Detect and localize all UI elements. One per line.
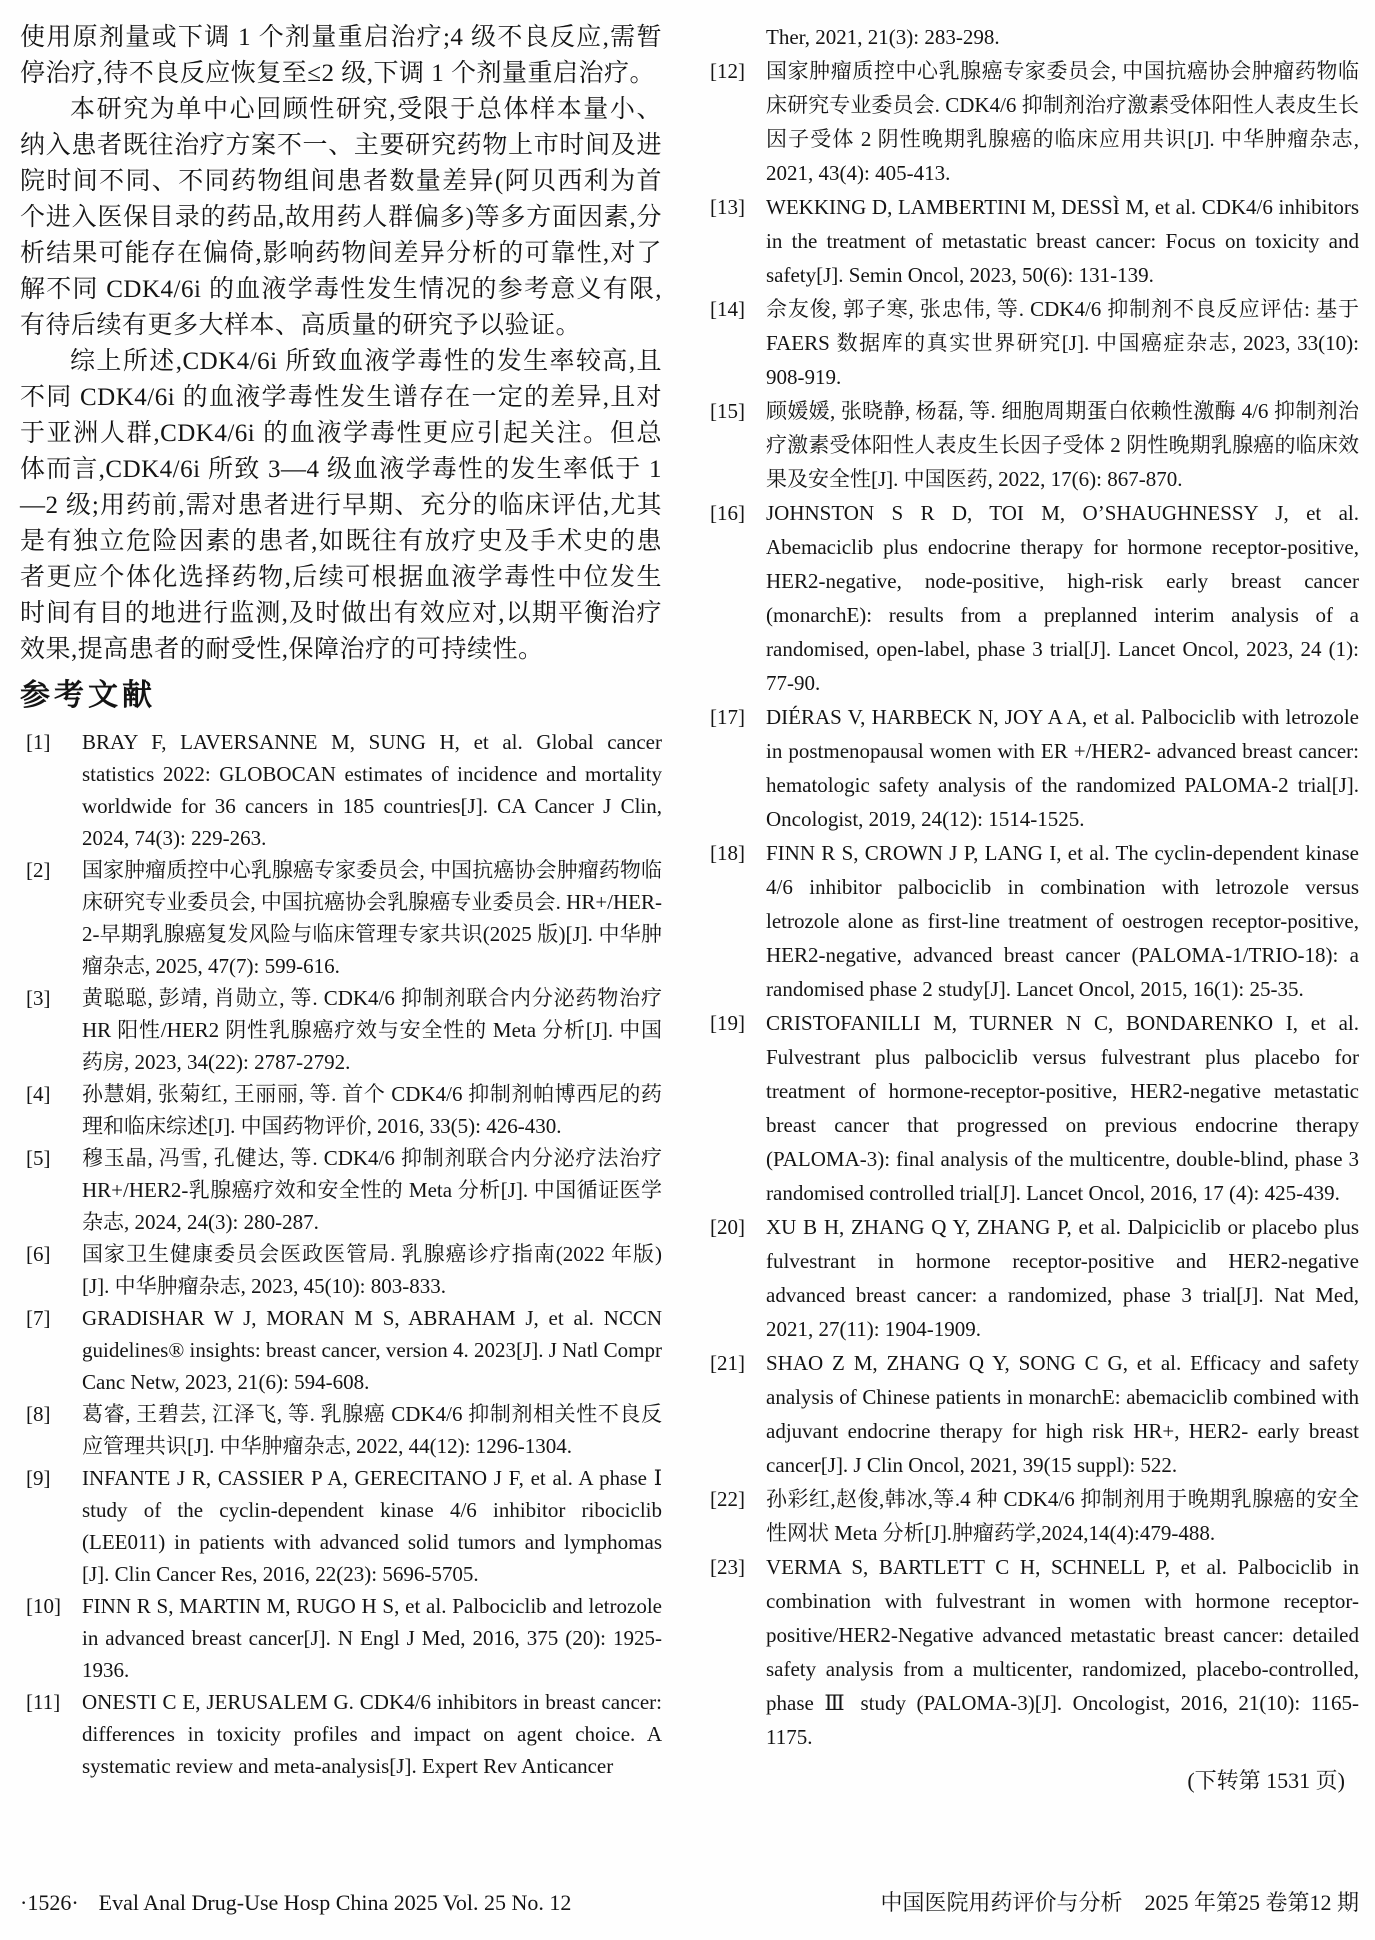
body-paragraph-continuation: 使用原剂量或下调 1 个剂量重启治疗;4 级不良反应,需暂停治疗,待不良反应恢复至≤2 级,下调 1 个剂量重启治疗。 bbox=[20, 24, 662, 87]
reference-item bbox=[704, 20, 1359, 54]
reference-item bbox=[20, 854, 662, 982]
reference-text: 国家肿瘤质控中心乳腺癌专家委员会, 中国抗癌协会肿瘤药物临床研究专业委员会. CDK4/6 抑制剂治疗激素受体阳性人表皮生长因子受体 2 阴性晚期乳腺癌的临床应用共识[J]. 中华肿瘤杂志, 2021, 43(4): 405-413. bbox=[766, 59, 1359, 185]
left-column bbox=[20, 20, 662, 1798]
reference-text: 孙慧娟, 张菊红, 王丽丽, 等. 首个 CDK4/6 抑制剂帕博西尼的药理和临床综述[J]. 中国药物评价, 2016, 33(5): 426-430. bbox=[82, 1082, 662, 1138]
footer-left bbox=[20, 1888, 571, 1918]
reference-number: [5] bbox=[26, 1146, 51, 1170]
reference-text: INFANTE J R, CASSIER P A, GERECITANO J F, et al. A phase Ⅰ study of the cyclin-dependent kinase 4/6 inhibitor ribociclib (LEE011) in patients with advanced solid tumors and lymphomas [J]. Clin Cancer Res, 2016, 22(23): 5696-5705. bbox=[82, 1466, 662, 1586]
reference-item bbox=[704, 1550, 1359, 1754]
reference-number: [14] bbox=[710, 297, 745, 321]
reference-text: JOHNSTON S R D, TOI M, O’SHAUGHNESSY J, et al. Abemaciclib plus endocrine therapy for hormone receptor-positive, HER2-negative, node-positive, high-risk early breast cancer (monarchE): results from a preplanned interim analysis of a randomised, open-label, phase 3 trial[J]. Lancet Oncol, 2023, 24 (1): 77-90. bbox=[766, 501, 1359, 695]
reference-item bbox=[20, 1686, 662, 1782]
reference-item bbox=[704, 292, 1359, 394]
reference-text: FINN R S, CROWN J P, LANG I, et al. The cyclin-dependent kinase 4/6 inhibitor palbociclib in combination with letrozole versus letrozole alone as first-line treatment of oestrogen receptor-positive, HER2-negative, advanced breast cancer (PALOMA-1/TRIO-18): a randomised phase 2 study[J]. Lancet Oncol, 2015, 16(1): 25-35. bbox=[766, 841, 1359, 1001]
reference-number: [22] bbox=[710, 1487, 745, 1511]
reference-text: 佘友俊, 郭子寒, 张忠伟, 等. CDK4/6 抑制剂不良反应评估: 基于 FAERS 数据库的真实世界研究[J]. 中国癌症杂志, 2023, 33(10): 908-919. bbox=[766, 297, 1359, 389]
reference-text: CRISTOFANILLI M, TURNER N C, BONDARENKO I, et al. Fulvestrant plus palbociclib versus fulvestrant plus placebo for treatment of hormone-receptor-positive, HER2-negative metastatic breast cancer that progressed on previous endocrine therapy (PALOMA-3): final analysis of the multicentre, double-blind, phase 3 randomised controlled trial[J]. Lancet Oncol, 2016, 17 (4): 425-439. bbox=[766, 1011, 1359, 1205]
reference-number: [21] bbox=[710, 1351, 745, 1375]
reference-text: 葛睿, 王碧芸, 江泽飞, 等. 乳腺癌 CDK4/6 抑制剂相关性不良反应管理共识[J]. 中华肿瘤杂志, 2022, 44(12): 1296-1304. bbox=[82, 1402, 662, 1458]
reference-number: [18] bbox=[710, 841, 745, 865]
reference-item bbox=[20, 1462, 662, 1590]
reference-text: XU B H, ZHANG Q Y, ZHANG P, et al. Dalpiciclib or placebo plus fulvestrant in hormone receptor-positive and HER2-negative advanced breast cancer: a randomized, phase 3 trial[J]. Nat Med, 2021, 27(11): 1904-1909. bbox=[766, 1215, 1359, 1341]
reference-item bbox=[20, 982, 662, 1078]
reference-item bbox=[20, 1238, 662, 1302]
body-paragraph-limitations: 本研究为单中心回顾性研究,受限于总体样本量小、纳入患者既往治疗方案不一、主要研究药物上市时间及进院时间不同、不同药物组间患者数量差异(阿贝西利为首个进入医保目录的药品,故用药人群偏多)等多方面因素,分析结果可能存在偏倚,影响药物间差异分析的可靠性,对了解不同 CDK4/6i 的血液学毒性发生情况的参考意义有限,有待后续有更多大样本、高质量的研究予以验证。 bbox=[20, 96, 662, 339]
reference-item bbox=[20, 1078, 662, 1142]
reference-item bbox=[704, 1210, 1359, 1346]
reference-text: FINN R S, MARTIN M, RUGO H S, et al. Palbociclib and letrozole in advanced breast cancer[J]. N Engl J Med, 2016, 375 (20): 1925-1936. bbox=[82, 1594, 662, 1682]
reference-text: 顾媛媛, 张晓静, 杨磊, 等. 细胞周期蛋白依赖性激酶 4/6 抑制剂治疗激素受体阳性人表皮生长因子受体 2 阴性晚期乳腺癌的临床效果及安全性[J]. 中国医药, 2022, 17(6): 867-870. bbox=[766, 399, 1359, 491]
reference-number: [13] bbox=[710, 195, 745, 219]
reference-number: [20] bbox=[710, 1215, 745, 1239]
reference-item bbox=[20, 1398, 662, 1462]
reference-item bbox=[20, 1590, 662, 1686]
reference-number: [3] bbox=[26, 986, 51, 1010]
reference-item bbox=[704, 190, 1359, 292]
reference-text: SHAO Z M, ZHANG Q Y, SONG C G, et al. Efficacy and safety analysis of Chinese patients in monarchE: abemaciclib combined with adjuvant endocrine therapy for high risk HR+, HER2- early breast cancer[J]. J Clin Oncol, 2021, 39(15 suppl): 522. bbox=[766, 1351, 1359, 1477]
reference-item bbox=[704, 1346, 1359, 1482]
reference-number: [4] bbox=[26, 1082, 51, 1106]
right-column bbox=[704, 20, 1359, 1798]
reference-text: 国家卫生健康委员会医政医管局. 乳腺癌诊疗指南(2022 年版)[J]. 中华肿瘤杂志, 2023, 45(10): 803-833. bbox=[82, 1242, 662, 1298]
references-list-left bbox=[20, 726, 662, 1782]
reference-text: 国家肿瘤质控中心乳腺癌专家委员会, 中国抗癌协会肿瘤药物临床研究专业委员会, 中国抗癌协会乳腺癌专业委员会. HR+/HER-2-早期乳腺癌复发风险与临床管理专家共识(2025 版)[J]. 中华肿瘤杂志, 2025, 47(7): 599-616. bbox=[82, 858, 662, 978]
reference-number: [6] bbox=[26, 1242, 51, 1266]
reference-item bbox=[704, 496, 1359, 700]
footer-journal-en: Eval Anal Drug-Use Hosp China 2025 Vol. 25 No. 12 bbox=[98, 1890, 572, 1915]
page-footer bbox=[20, 1888, 1359, 1918]
reference-text: 孙彩红,赵俊,韩冰,等.4 种 CDK4/6 抑制剂用于晚期乳腺癌的安全性网状 Meta 分析[J].肿瘤药学,2024,14(4):479-488. bbox=[766, 1487, 1359, 1545]
references-list-right bbox=[704, 20, 1359, 1754]
reference-item bbox=[704, 394, 1359, 496]
reference-text: 穆玉晶, 冯雪, 孔健达, 等. CDK4/6 抑制剂联合内分泌疗法治疗 HR+/HER2-乳腺癌疗效和安全性的 Meta 分析[J]. 中国循证医学杂志, 2024, 24(3): 280-287. bbox=[82, 1146, 662, 1234]
page-number: ·1526· bbox=[20, 1890, 79, 1915]
reference-item bbox=[704, 54, 1359, 190]
reference-number: [1] bbox=[26, 730, 51, 754]
references-heading: 参考文献 bbox=[20, 679, 156, 712]
reference-number: [17] bbox=[710, 705, 745, 729]
reference-number: [23] bbox=[710, 1555, 745, 1579]
reference-number: [15] bbox=[710, 399, 745, 423]
reference-item bbox=[20, 1142, 662, 1238]
reference-item bbox=[704, 700, 1359, 836]
reference-number: [10] bbox=[26, 1594, 61, 1618]
reference-number: [9] bbox=[26, 1466, 51, 1490]
reference-text: VERMA S, BARTLETT C H, SCHNELL P, et al. Palbociclib in combination with fulvestrant in women with hormone receptor-positive/HER2-Negative advanced metastatic breast cancer: detailed safety analysis from a multicenter, randomized, placebo-controlled, phase Ⅲ study (PALOMA-3)[J]. Oncologist, 2016, 21(10): 1165-1175. bbox=[766, 1555, 1359, 1749]
reference-text: WEKKING D, LAMBERTINI M, DESSÌ M, et al. CDK4/6 inhibitors in the treatment of metastatic breast cancer: Focus on toxicity and safety[J]. Semin Oncol, 2023, 50(6): 131-139. bbox=[766, 195, 1359, 287]
reference-text: BRAY F, LAVERSANNE M, SUNG H, et al. Global cancer statistics 2022: GLOBOCAN estimates of incidence and mortality worldwide for 36 cancers in 185 countries[J]. CA Cancer J Clin, 2024, 74(3): 229-263. bbox=[82, 730, 662, 850]
reference-item bbox=[20, 1302, 662, 1398]
reference-number: [8] bbox=[26, 1402, 51, 1426]
reference-item bbox=[704, 1006, 1359, 1210]
reference-number: [11] bbox=[26, 1690, 61, 1714]
reference-item bbox=[704, 1482, 1359, 1550]
footer-journal-zh: 中国医院用药评价与分析 2025 年第25 卷第12 期 bbox=[880, 1890, 1359, 1915]
reference-text: 黄聪聪, 彭靖, 肖勋立, 等. CDK4/6 抑制剂联合内分泌药物治疗 HR 阳性/HER2 阴性乳腺癌疗效与安全性的 Meta 分析[J]. 中国药房, 2023, 34(22): 2787-2792. bbox=[82, 986, 662, 1074]
body-paragraph-conclusion: 综上所述,CDK4/6i 所致血液学毒性的发生率较高,且不同 CDK4/6i 的血液学毒性发生谱存在一定的差异,且对于亚洲人群,CDK4/6i 的血液学毒性更应引起关注。但总体而言,CDK4/6i 所致 3—4 级血液学毒性的发生率低于 1—2 级;用药前,需对患者进行早期、充分的临床评估,尤其是有独立危险因素的患者,如既往有放疗史及手术史的患者更应个体化选择药物,后续可根据血液学毒性中位发生时间有目的地进行监测,及时做出有效应对,以期平衡治疗效果,提高患者的耐受性,保障治疗的可持续性。 bbox=[20, 348, 662, 663]
reference-text: Ther, 2021, 21(3): 283-298. bbox=[766, 25, 1000, 49]
reference-number: [12] bbox=[710, 59, 745, 83]
reference-number: [19] bbox=[710, 1011, 745, 1035]
continued-on-page-note: (下转第 1531 页) bbox=[1187, 1768, 1345, 1793]
reference-number bbox=[704, 20, 766, 54]
reference-text: GRADISHAR W J, MORAN M S, ABRAHAM J, et al. NCCN guidelines® insights: breast cancer, version 4. 2023[J]. J Natl Compr Canc Netw, 2023, 21(6): 594-608. bbox=[82, 1306, 662, 1394]
reference-text: ONESTI C E, JERUSALEM G. CDK4/6 inhibitors in breast cancer: differences in toxicity profiles and impact on agent choice. A systematic review and meta-analysis[J]. Expert Rev Anticancer bbox=[82, 1690, 662, 1778]
reference-item bbox=[704, 836, 1359, 1006]
reference-item bbox=[20, 726, 662, 854]
reference-number: [16] bbox=[710, 501, 745, 525]
reference-text: DIÉRAS V, HARBECK N, JOY A A, et al. Palbociclib with letrozole in postmenopausal women with ER +/HER2- advanced breast cancer: hematologic safety analysis of the randomized PALOMA-2 trial[J]. Oncologist, 2019, 24(12): 1514-1525. bbox=[766, 705, 1359, 831]
reference-number: [2] bbox=[26, 858, 51, 882]
reference-number: [7] bbox=[26, 1306, 51, 1330]
